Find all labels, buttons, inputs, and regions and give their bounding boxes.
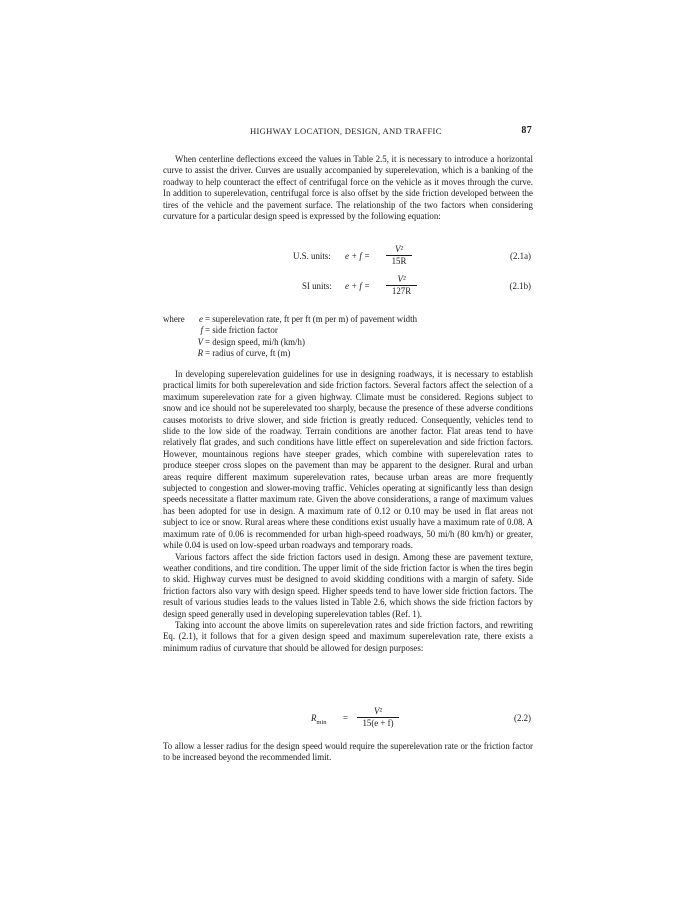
definition-row [163, 348, 533, 359]
fraction-numerator: V² [397, 274, 406, 284]
paragraph-text: In developing superelevation guidelines for use in designing roadways, it is necessary to establish practical limits for both superelevation and side friction factors. Several factors affect the selection of a maximum superelevation rate for a given highway. Climate must be considered. Regions subject to snow and ice should not be superelevated too sharply, because the presence of these adverse conditions causes motorists to drive slower, and side friction is greatly reduced. Consequently, vehicles tend to slide to the low side of the roadway. Terrain conditions are another factor. Flat areas tend to have relatively flat grades, and such conditions have little effect on superelevation and side friction factors. However, mountainous regions have steeper grades, which combine with superelevation rates to produce steeper cross slopes on the pavement than may be apparent to the designer. Rural and urban areas require different maximum superelevation rates, because urban areas are more frequently subjected to congestion and slower-moving traffic. Vehicles operating at significantly less than design speeds necessitate a flatter maximum rate. Given the above considerations, a range of maximum values has been adopted for use in design. A maximum rate of 0.12 or 0.10 may be used in flat areas not subject to ice or snow. Rural areas where these conditions exist usually have a maximum rate of 0.08. A maximum rate of 0.06 is recommended for urban high-speed roadways, 50 mi/h (80 km/h) or greater, while 0.04 is used on low-speed urban roadways and temporary roads. [163, 369, 533, 551]
paragraph-intro [163, 154, 533, 222]
equation-number: (2.1b) [509, 281, 531, 291]
paragraph-text: To allow a lesser radius for the design speed would require the superelevation rate or the friction factor to be increased beyond the recommended limit. [163, 741, 533, 763]
equation-number: (2.1a) [510, 251, 531, 261]
equation-lhs-symbol: R [311, 713, 317, 723]
paragraph-text: When centerline deflections exceed the values in Table 2.5, it is necessary to introduce a horizontal curve to assist the driver. Curves are usually accompanied by superelevation, which is a banking of the roadway to help counteract the effect of centrifugal force on the vehicle as it moves through the curve. In addition to superelevation, centrifugal force is also offset by the side friction developed between the tires of the vehicle and the pavement surface. The relationship of the two factors when considering curvature for a particular design speed is expressed by the following equation: [163, 154, 533, 222]
equation-2-1b [163, 274, 533, 302]
equation-lhs: e + f = [345, 281, 371, 291]
definition-row [163, 337, 533, 348]
equation-label: SI units: [302, 281, 332, 291]
fraction-denominator: 127R [391, 286, 412, 296]
running-head-title: HIGHWAY LOCATION, DESIGN, AND TRAFFIC [250, 126, 442, 136]
equation-2-2 [163, 706, 533, 734]
paragraph-text: Various factors affect the side friction factors used in design. Among these are pavement texture, weather conditions, and tire condition. The upper limit of the side friction factor is when the tires begin to skid. Highway curves must be designed to avoid skidding conditions with a margin of safety. Side friction factors also vary with design speed. Higher speeds tend to have lower side friction factors. The result of various studies leads to the values listed in Table 2.6, which shows the side friction factors by design speed generally used in developing superelevation tables (Ref. 1). [163, 551, 533, 619]
equation-2-1a [163, 244, 533, 272]
variable-symbol: R [197, 348, 203, 359]
equation-number: (2.2) [513, 713, 531, 723]
variable-symbol: V [197, 336, 203, 347]
paragraph-body [163, 369, 533, 654]
equation-lhs: e + f = [345, 251, 371, 261]
page-number: 87 [521, 125, 532, 136]
variable-definition: = superelevation rate, ft per ft (m per m) of pavement width [205, 314, 418, 324]
fraction-denominator: 15(e + f) [362, 718, 394, 728]
variable-definition: = side friction factor [205, 325, 278, 336]
variable-symbol: f [200, 325, 203, 336]
definition-row [163, 314, 533, 325]
fraction-numerator: V² [373, 706, 383, 716]
definition-row [163, 325, 533, 336]
equation-fraction [357, 706, 399, 729]
equation-lhs-subscript: min [316, 718, 327, 726]
fraction-denominator: 15R [391, 256, 407, 266]
equation-label: U.S. units: [293, 251, 331, 261]
variable-definition: = radius of curve, ft (m) [205, 348, 291, 359]
equation-lhs [311, 713, 327, 726]
variable-definitions [163, 314, 533, 360]
paragraph-conclusion [163, 741, 533, 764]
equation-equals: = [343, 713, 349, 723]
paragraph-text: Taking into account the above limits on superelevation rates and side friction factors, and rewriting Eq. (2.1), it follows that for a given design speed and maximum superelevation rate, there exists a minimum radius of curvature that should be allowed for design purposes: [163, 619, 533, 653]
variable-definition: = design speed, mi/h (km/h) [205, 336, 305, 347]
variable-symbol: e [199, 314, 203, 324]
where-keyword: where [163, 314, 185, 324]
equation-fraction [386, 274, 417, 297]
equation-fraction [386, 244, 412, 267]
fraction-numerator: V² [394, 244, 404, 254]
